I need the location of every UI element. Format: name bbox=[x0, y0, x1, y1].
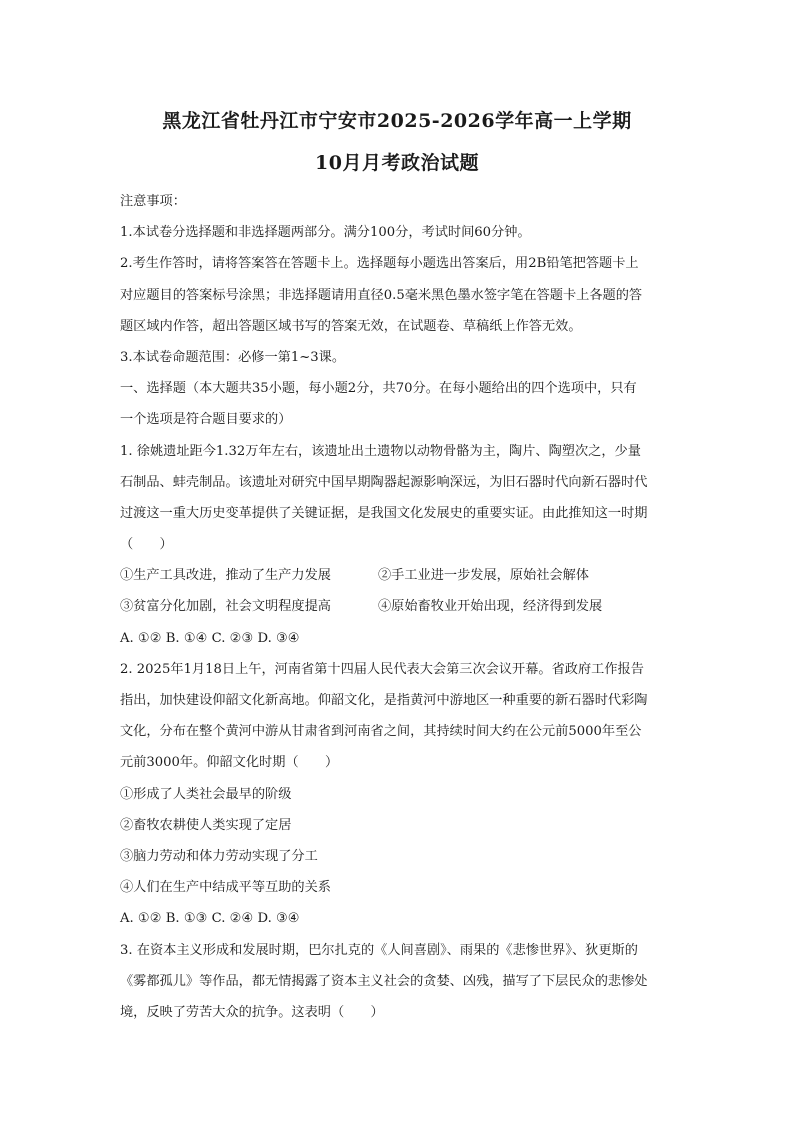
question-1-option-3: ③贫富分化加剧，社会文明程度提高 bbox=[120, 599, 331, 615]
section-1-heading-line-1: 一、选择题（本大题共35小题，每小题2分，共70分。在每小题给出的四个选项中，只有 bbox=[120, 381, 637, 397]
question-3-line-3: 境，反映了劳苦大众的抗争。这表明（ ） bbox=[120, 1004, 384, 1020]
question-1-line-1: 1. 徐姚遗址距今1.32万年左右，该遗址出土遗物以动物骨骼为主，陶片、陶塑次之，少量 bbox=[120, 443, 641, 459]
question-2-option-2: ②畜牧农耕使人类实现了定居 bbox=[120, 817, 292, 833]
notes-item-2-line-1: 2.考生作答时，请将答案答在答题卡上。选择题每小题选出答案后，用2B铅笔把答题卡上 bbox=[120, 256, 639, 272]
question-2-answer-choices: A. ①② B. ①③ C. ②④ D. ③④ bbox=[120, 911, 300, 927]
question-2-line-4: 元前3000年。仰韶文化时期（ ） bbox=[120, 755, 339, 771]
question-2-option-1: ①形成了人类社会最早的阶级 bbox=[120, 786, 292, 802]
notes-item-1: 1.本试卷分选择题和非选择题两部分。满分100分，考试时间60分钟。 bbox=[120, 225, 531, 241]
question-1-line-3: 过渡这一重大历史变革提供了关键证据，是我国文化发展史的重要实证。由此推知这一时期 bbox=[120, 505, 648, 521]
question-3-line-1: 3. 在资本主义形成和发展时期，巴尔扎克的《人间喜剧》、雨果的《悲惨世界》、狄更斯的 bbox=[120, 942, 638, 958]
notes-item-3: 3.本试卷命题范围：必修一第1~3课。 bbox=[120, 349, 346, 365]
exam-body bbox=[120, 186, 680, 1028]
question-2-option-3: ③脑力劳动和体力劳动实现了分工 bbox=[120, 848, 318, 864]
question-1-answer-choices: A. ①② B. ①④ C. ②③ D. ③④ bbox=[120, 630, 300, 646]
question-2-option-4: ④人们在生产中结成平等互助的关系 bbox=[120, 880, 331, 896]
question-1-line-2: 石制品、蚌壳制品。该遗址对研究中国早期陶器起源影响深远，为旧石器时代向新石器时代 bbox=[120, 474, 648, 490]
question-2-line-3: 文化，分布在整个黄河中游从甘肃省到河南省之间，其持续时间大约在公元前5000年至公 bbox=[120, 724, 642, 740]
question-3-line-2: 《雾都孤儿》等作品，都无情揭露了资本主义社会的贪婪、凶残，描写了下层民众的悲惨处 bbox=[120, 973, 648, 989]
question-1-options-row-2 bbox=[120, 591, 680, 622]
exam-title-line-2: 10月月考政治试题 bbox=[315, 152, 479, 174]
notes-heading: 注意事项： bbox=[120, 194, 186, 209]
question-1-option-1: ①生产工具改进，推动了生产力发展 bbox=[120, 568, 331, 584]
question-2-line-1: 2. 2025年1月18日上午，河南省第十四届人民代表大会第三次会议开幕。省政府工作报告 bbox=[120, 661, 644, 677]
question-1-option-2: ②手工业进一步发展，原始社会解体 bbox=[378, 568, 589, 584]
question-1-options-row-1 bbox=[120, 560, 680, 591]
section-1-heading-line-2: 一个选项是符合题目要求的） bbox=[120, 412, 292, 428]
question-2-line-2: 指出，加快建设仰韶文化新高地。仰韶文化，是指黄河中游地区一种重要的新石器时代彩陶 bbox=[120, 693, 648, 708]
notes-item-2-line-3: 题区域内作答，超出答题区域书写的答案无效，在试题卷、草稿纸上作答无效。 bbox=[120, 318, 582, 334]
question-1-option-4: ④原始畜牧业开始出现，经济得到发展 bbox=[378, 599, 603, 615]
exam-title-line-1: 黑龙江省牡丹江市宁安市2025-2026学年高一上学期 bbox=[162, 110, 632, 132]
notes-item-2-line-2: 对应题目的答案标号涂黑；非选择题请用直径0.5毫米黑色墨水签字笔在答题卡上各题的答 bbox=[120, 287, 643, 303]
question-1-line-4: （ ） bbox=[120, 537, 173, 553]
